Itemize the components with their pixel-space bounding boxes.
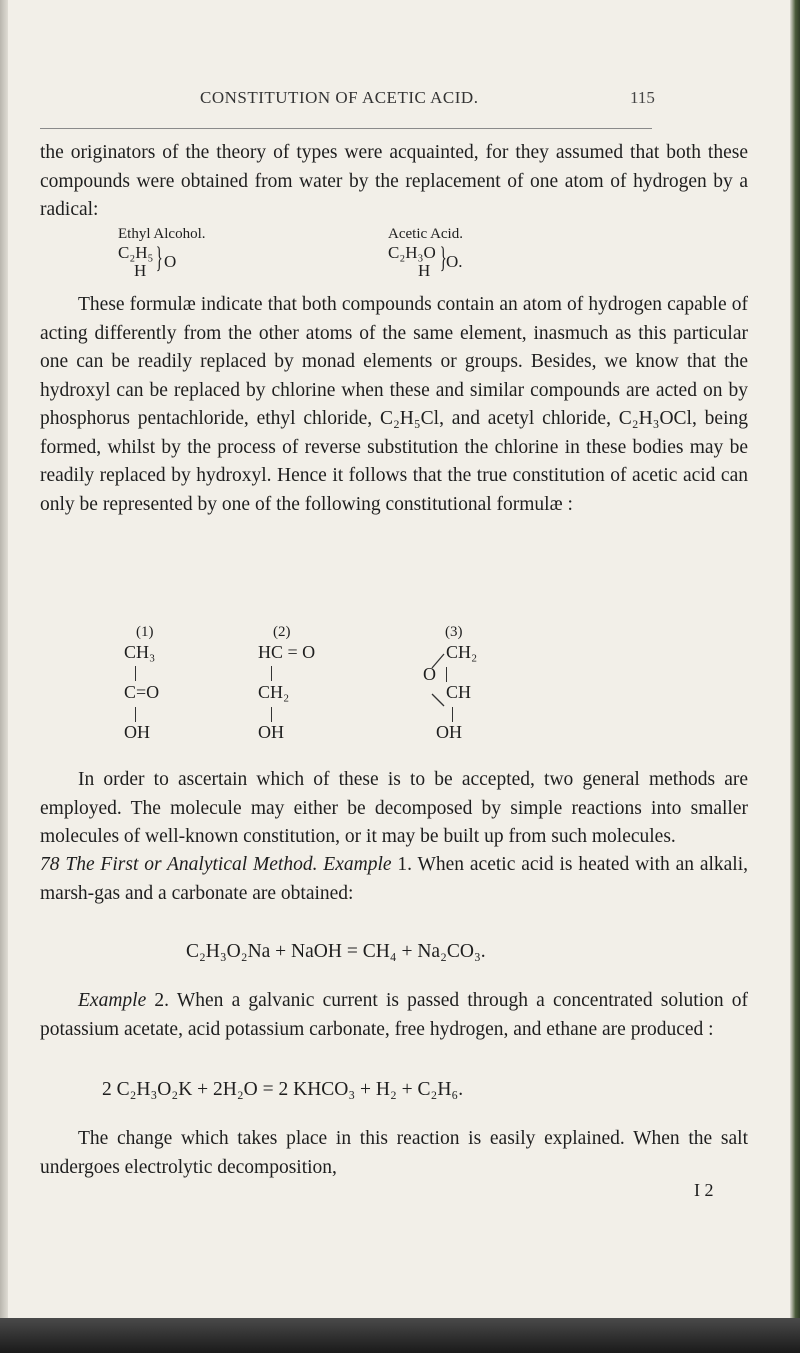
structure-3-bond-1: [446, 667, 447, 682]
structure-1-label: (1): [136, 624, 154, 640]
paragraph-4: The change which takes place in this reaction is easily explained. When the salt undergoes electrolytic decomposition,: [40, 1128, 748, 1178]
ethyl-brace-icon: }: [155, 241, 163, 274]
structure-1-carbonyl: C=O: [124, 682, 160, 702]
ethyl-alcohol-label: Ethyl Alcohol.: [118, 226, 206, 242]
page-number: 115: [630, 88, 655, 107]
ethyl-oxygen: O: [164, 252, 177, 271]
structure-2-formyl: HC = O: [258, 642, 316, 662]
structure-3-methine: CH: [446, 682, 472, 702]
structure-2-label: (2): [273, 624, 291, 640]
section-title: The First or Analytical Method.: [65, 854, 318, 875]
structure-1-methyl: CH₃: [124, 642, 156, 662]
structure-1-bond-2: [135, 707, 136, 722]
structure-3-oxygen: O: [423, 664, 436, 684]
example-1-number: 1.: [397, 854, 412, 875]
structure-2-methylene: CH₂: [258, 682, 290, 702]
header-rule: [40, 128, 652, 129]
equation-2: 2 C₂H₃O₂K + 2H₂O = 2 KHCO₃ + H₂ + C₂H₆.: [102, 1079, 464, 1100]
example-2: [40, 987, 748, 1044]
acetyl-radical: C₂H₃O: [388, 243, 436, 262]
acetic-brace-icon: }: [439, 241, 447, 274]
paragraph-1: the originators of the theory of types were acquainted, for they assumed that both these compounds were obtained from water by the replacement of one atom of hydrogen by a radical:: [40, 142, 748, 220]
example-2-text: When a galvanic current is passed through a concentrated solution of potassium acetate, acid potassium carbonate, free hydrogen, and ethane are produced :: [40, 990, 749, 1040]
example-2-number: 2.: [154, 990, 170, 1011]
structure-2-bond-2: [271, 707, 272, 722]
structure-2-hydroxyl: OH: [258, 722, 284, 742]
acetic-hydrogen: H: [418, 261, 431, 280]
section-78: [40, 851, 748, 908]
ethyl-hydrogen: H: [134, 261, 147, 280]
structure-3-label: (3): [445, 624, 463, 640]
acetic-oxygen: O.: [446, 252, 463, 271]
ethyl-radical: C₂H₅: [118, 243, 154, 262]
example-1-text: When acetic acid is heated with an alkali, marsh-gas and a carbonate are obtained:: [40, 854, 749, 904]
page-right-edge: [790, 0, 800, 1353]
section-number: 78: [40, 854, 60, 875]
example-1-label: Example: [323, 854, 392, 875]
running-title: CONSTITUTION OF ACETIC ACID.: [200, 88, 479, 107]
structure-1-hydroxyl: OH: [124, 722, 150, 742]
structure-3-bond-2: [452, 707, 453, 722]
structure-2-bond-1: [271, 666, 272, 681]
structure-3-methylene: CH₂: [446, 642, 478, 662]
acetic-acid-label: Acetic Acid.: [388, 226, 463, 242]
signature-mark: I 2: [694, 1180, 714, 1200]
page-bottom-edge: [0, 1318, 800, 1353]
equation-1: C₂H₃O₂Na + NaOH = CH₄ + Na₂CO₃.: [186, 941, 486, 962]
paragraph-2: These formulæ indicate that both compounds contain an atom of hydrogen capable of acting differently from the other atoms of the same element, inasmuch as this particular one can be readily replaced by monad elements or groups. Besides, we know that the hydroxyl can be replaced by chlorine when these and similar compounds are acted on by phosphorus pentachloride, ethyl chloride, C₂H₅Cl, and acetyl chloride, C₂H₃OCl, being formed, whilst by the process of reverse substitution the chlorine in these bodies may be readily replaced by hydroxyl. Hence it follows that the true constitution of acetic acid can only be represented by one of the following constitutional formulæ :: [40, 294, 748, 515]
structure-3-hydroxyl: OH: [436, 722, 462, 742]
structure-1-bond-1: [135, 666, 136, 681]
paragraph-3: In order to ascertain which of these is to be accepted, two general methods are employed. The molecule may either be decomposed by simple reactions into smaller molecules of well-known constitution, or it may be built up from such molecules.: [40, 769, 748, 847]
example-2-label: Example: [78, 990, 147, 1011]
